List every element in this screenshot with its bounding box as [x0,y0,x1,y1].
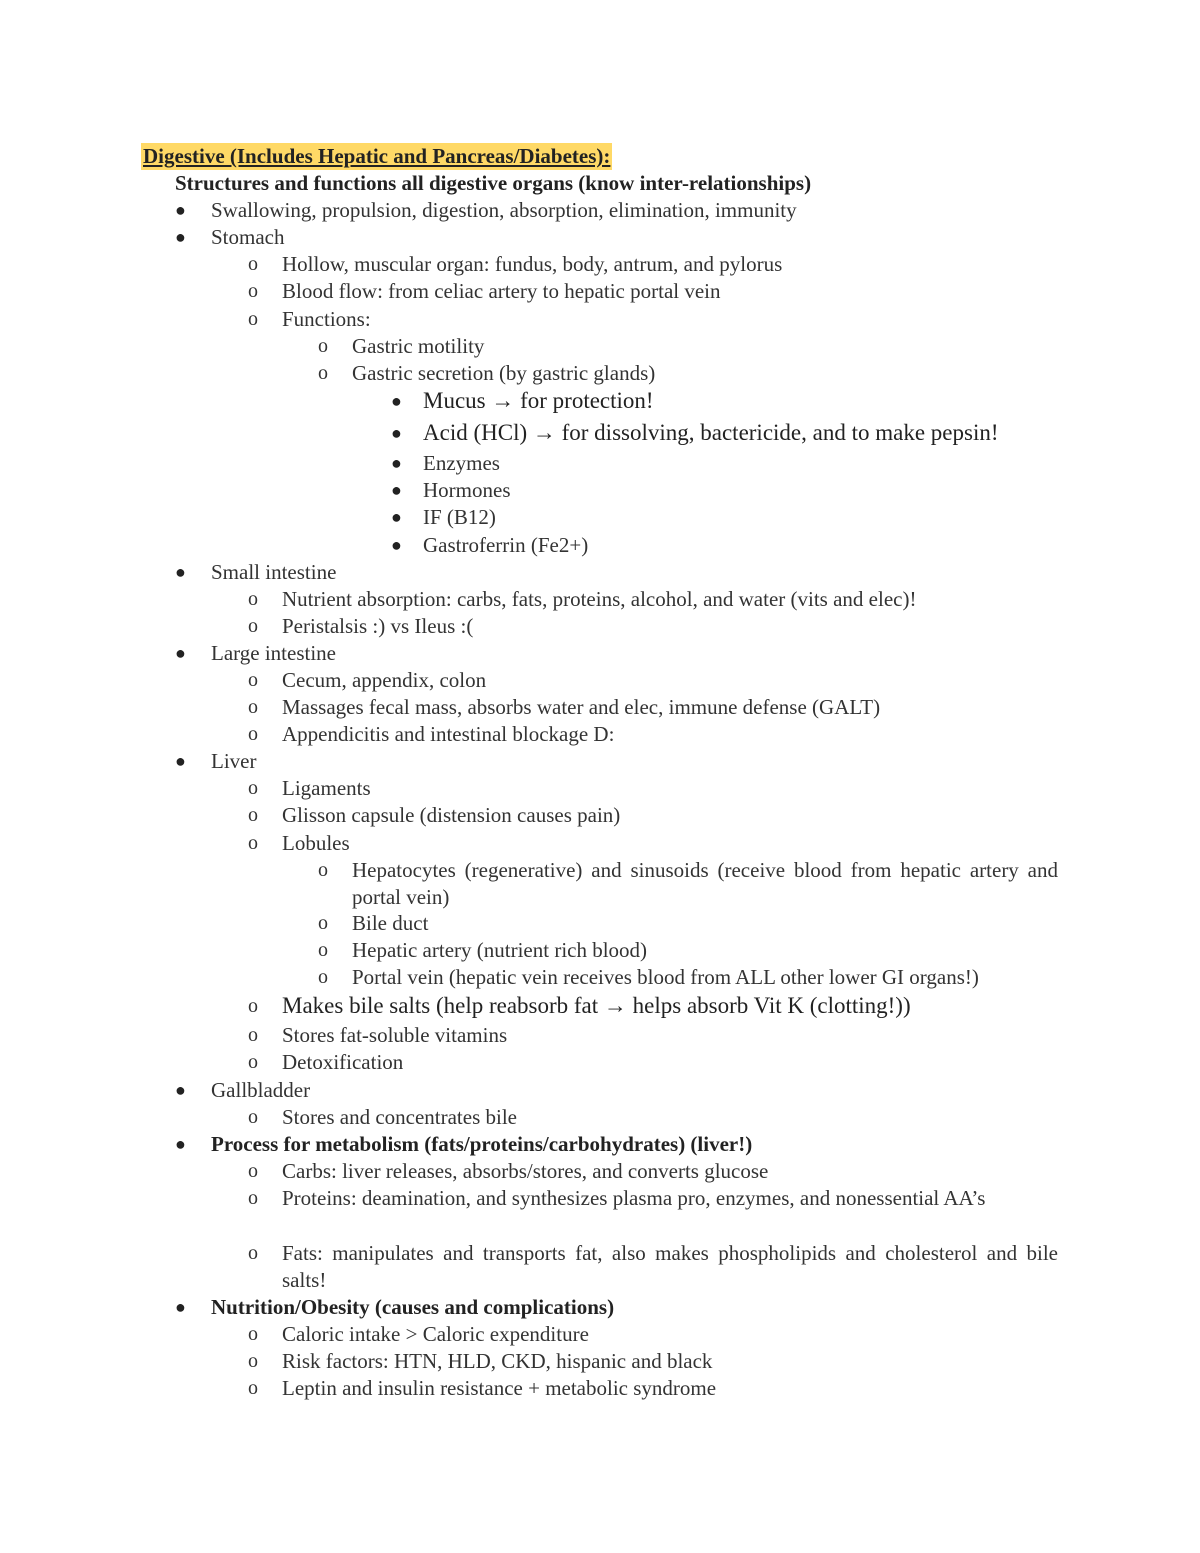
bullet-icon: ● [391,480,402,500]
list-item: Carbs: liver releases, absorbs/stores, and converts glucose [282,1159,769,1183]
list-item: Stores fat-soluble vitamins [282,1023,508,1047]
bullet-icon: ● [175,562,186,582]
list-item: Mucus → for protection! [423,388,654,413]
circle-bullet-icon: o [248,1323,258,1345]
list-item: Acid (HCl) → for dissolving, bactericide, and to make pepsin! [423,420,999,445]
bullet-icon: ● [175,1080,186,1100]
circle-bullet-icon: o [248,669,258,691]
list-item-liver: Liver [211,749,257,773]
circle-bullet-icon: o [248,1024,258,1046]
list-item: Lobules [282,831,350,855]
bullet-icon: ● [391,391,402,411]
list-item: Peristalsis :) vs Ileus :( [282,614,474,638]
circle-bullet-icon: o [248,1106,258,1128]
list-item: Bile duct [352,911,429,935]
list-item: Makes bile salts (help reabsorb fat → helps absorb Vit K (clotting!)) [282,993,911,1018]
list-item: Fats: manipulates and transports fat, also makes phospholipids and cholesterol and bile salts! [282,1241,1058,1292]
list-item: Gastric secretion (by gastric glands) [352,361,656,385]
list-item-stomach: Stomach [211,225,285,249]
list-item: Ligaments [282,776,371,800]
list-item-small-intestine: Small intestine [211,560,337,584]
bullet-icon: ● [391,423,402,443]
list-item: Cecum, appendix, colon [282,668,487,692]
bullet-icon: ● [175,1297,186,1317]
list-item: Blood flow: from celiac artery to hepatic portal vein [282,279,721,303]
list-item: Appendicitis and intestinal blockage D: [282,722,615,746]
list-item: IF (B12) [423,505,496,529]
list-item: Gastroferrin (Fe2+) [423,533,589,557]
circle-bullet-icon: o [318,335,328,357]
circle-bullet-icon: o [248,777,258,799]
list-item: Risk factors: HTN, HLD, CKD, hispanic and black [282,1349,713,1373]
circle-bullet-icon: o [248,615,258,637]
circle-bullet-icon: o [248,280,258,302]
circle-bullet-icon: o [318,362,328,384]
circle-bullet-icon: o [248,804,258,826]
circle-bullet-icon: o [248,253,258,275]
circle-bullet-icon: o [248,1160,258,1182]
bullet-icon: ● [175,227,186,247]
list-item: Glisson capsule (distension causes pain) [282,803,621,827]
list-item-gallbladder: Gallbladder [211,1078,311,1102]
list-item: Leptin and insulin resistance + metabolic syndrome [282,1376,717,1400]
list-item: Nutrient absorption: carbs, fats, proteins, alcohol, and water (vits and elec)! [282,587,917,611]
bullet-icon: ● [391,535,402,555]
list-item: Functions: [282,307,371,331]
list-item: Caloric intake > Caloric expenditure [282,1322,589,1346]
list-item: Proteins: deamination, and synthesizes plasma pro, enzymes, and nonessential AA’s [282,1186,986,1210]
list-item: Hepatocytes (regenerative) and sinusoids (receive blood from hepatic artery and portal vein) [352,858,1058,909]
bullet-icon: ● [175,200,186,220]
circle-bullet-icon: o [318,966,328,988]
list-item: Portal vein (hepatic vein receives blood from ALL other lower GI organs!) [352,965,979,989]
circle-bullet-icon: o [248,723,258,745]
list-item: Detoxification [282,1050,404,1074]
list-item-nutrition: Nutrition/Obesity (causes and complications) [211,1295,615,1319]
circle-bullet-icon: o [248,832,258,854]
list-item: Hepatic artery (nutrient rich blood) [352,938,648,962]
list-item: Hollow, muscular organ: fundus, body, antrum, and pylorus [282,252,783,276]
circle-bullet-icon: o [318,859,328,881]
bullet-icon: ● [391,453,402,473]
list-item-metabolism: Process for metabolism (fats/proteins/carbohydrates) (liver!) [211,1132,753,1156]
circle-bullet-icon: o [248,995,258,1017]
circle-bullet-icon: o [248,1187,258,1209]
bullet-icon: ● [175,643,186,663]
circle-bullet-icon: o [248,1350,258,1372]
list-item: Swallowing, propulsion, digestion, absorption, elimination, immunity [211,198,797,222]
circle-bullet-icon: o [248,588,258,610]
bullet-icon: ● [175,1134,186,1154]
circle-bullet-icon: o [248,1242,258,1264]
page-title: Digestive (Includes Hepatic and Pancreas/Diabetes): [143,144,611,168]
bullet-icon: ● [175,751,186,771]
section-subheading: Structures and functions all digestive organs (know inter-relationships) [175,171,812,195]
circle-bullet-icon: o [248,1051,258,1073]
list-item: Massages fecal mass, absorbs water and elec, immune defense (GALT) [282,695,881,719]
list-item: Hormones [423,478,511,502]
circle-bullet-icon: o [248,308,258,330]
list-item-large-intestine: Large intestine [211,641,336,665]
bullet-icon: ● [391,507,402,527]
circle-bullet-icon: o [318,939,328,961]
list-item: Stores and concentrates bile [282,1105,517,1129]
circle-bullet-icon: o [248,1377,258,1399]
circle-bullet-icon: o [248,696,258,718]
list-item: Enzymes [423,451,500,475]
circle-bullet-icon: o [318,912,328,934]
list-item: Gastric motility [352,334,485,358]
